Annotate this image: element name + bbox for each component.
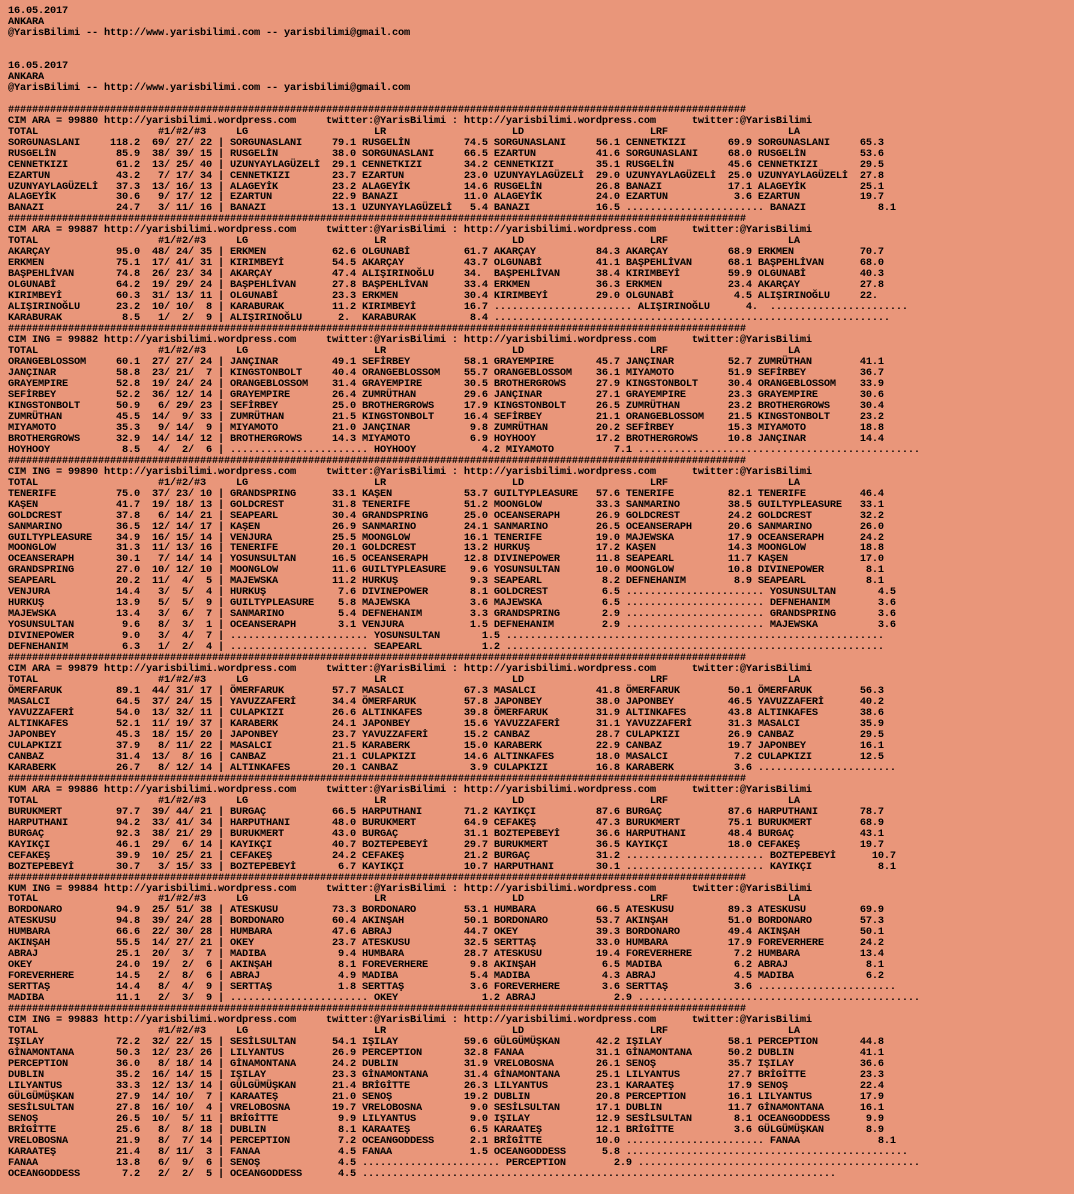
race-header-line: CIM ARA = 99887 http://yarisbilimi.wordpress.com twitter:@YarisBilimi : http://yarisbilimi.wordpress.com twitter:@YarisBilimi xyxy=(8,224,812,237)
text-line: @YarisBilimi -- http://www.yarisbilimi.com -- yarisbilimi@gmail.com xyxy=(8,81,410,94)
separator-line: ########################################################################################################################### xyxy=(8,1003,746,1016)
table-row: BANAZI 24.7 3/ 11/ 16 | BANAZI 13.1 UZUNYAYLAGÜZELİ 5.4 BANAZI 16.5 ....................... BANAZI 8.1 xyxy=(8,202,896,215)
text-line: ANKARA xyxy=(8,70,44,83)
separator-line: ########################################################################################################################### xyxy=(8,772,746,785)
separator-line: ########################################################################################################################### xyxy=(8,454,746,467)
table-row: HOYHOOY 8.5 4/ 2/ 6 | ....................... HOYHOOY 4.2 MIYAMOTO 7.1 ............................................... xyxy=(8,443,920,456)
separator-line: ########################################################################################################################### xyxy=(8,323,746,336)
table-row: KIRIMBEYİ 60.3 31/ 13/ 11 | OLGUNABİ 23.3 ERKMEN 30.4 KIRIMBEYİ 29.0 OLGUNABİ 4.5 ALIŞIRINOĞLU 22. xyxy=(8,290,878,303)
separator-line: ########################################################################################################################### xyxy=(8,652,746,665)
table-row: CEFAKEŞ 39.9 10/ 25/ 21 | CEFAKEŞ 24.2 CEFAKEŞ 21.2 BURGAÇ 31.2 ....................... BOZTEPEBEYİ 10.7 xyxy=(8,849,896,862)
text-line: @YarisBilimi -- http://www.yarisbilimi.com -- yarisbilimi@gmail.com xyxy=(8,26,410,39)
table-row: ÖMERFARUK 89.1 44/ 31/ 17 | ÖMERFARUK 57.7 MASALCI 67.3 MASALCI 41.8 ÖMERFARUK 50.1 ÖMERFARUK 56.3 xyxy=(8,685,884,698)
table-row: KARAATEŞ 21.4 8/ 11/ 3 | FANAA 4.5 FANAA 1.5 OCEANGODDESS 5.8 ............................................... xyxy=(8,1145,908,1158)
table-row: JAPONBEY 45.3 18/ 15/ 20 | JAPONBEY 23.7 YAVUZZAFERİ 15.2 CANBAZ 28.7 CULAPKIZI 26.9 CANBAZ 29.5 xyxy=(8,728,884,741)
table-row: EZARTUN 43.2 7/ 17/ 34 | CENNETKIZI 23.7 EZARTUN 23.0 UZUNYAYLAGÜZELİ 29.0 UZUNYAYLAGÜZELİ 25.0 UZUNYAYLAGÜZELİ 27.8 xyxy=(8,169,884,182)
table-row: SEFİRBEY 52.2 36/ 12/ 14 | GRAYEMPIRE 26.4 ZUMRÜTHAN 29.6 JANÇINAR 27.1 GRAYEMPIRE 23.3 GRAYEMPIRE 30.6 xyxy=(8,388,884,401)
table-row: ZUMRÜTHAN 45.5 14/ 9/ 33 | ZUMRÜTHAN 21.5 KINGSTONBOLT 16.4 SEFİRBEY 21.1 ORANGEBLOSSOM 21.5 KINGSTONBOLT 23.2 xyxy=(8,410,884,423)
table-row: FANAA 13.8 6/ 9/ 6 | SENOŞ 4.5 ....................... PERCEPTION 2.9 ............................................... xyxy=(8,1156,920,1169)
table-row: MADIBA 11.1 2/ 3/ 9 | ....................... OKEY 1.2 ABRAJ 2.9 ............................................... xyxy=(8,992,920,1005)
separator-line: ########################################################################################################################### xyxy=(8,213,746,226)
table-row: YOSUNSULTAN 9.6 8/ 3/ 1 | OCEANSERAPH 3.1 VENJURA 1.5 DEFNEHANIM 2.9 ....................... MAJEWSKA 3.6 xyxy=(8,619,896,632)
table-row: VRELOBOSNA 21.9 8/ 7/ 14 | PERCEPTION 7.2 OCEANGODDESS 2.1 BRİGİTTE 10.0 ....................... FANAA 8.1 xyxy=(8,1134,896,1147)
table-row: TENERIFE 75.0 37/ 23/ 10 | GRANDSPRING 33.1 KAŞEN 53.7 GUILTYPLEASURE 57.6 TENERIFE 82.1 TENERIFE 46.4 xyxy=(8,487,884,500)
text-line: 16.05.2017 xyxy=(8,5,68,17)
table-row: BURGAÇ 92.3 38/ 21/ 29 | BURUKMERT 43.0 BURGAÇ 31.1 BOZTEPEBEYİ 36.6 HARPUTHANI 48.4 BURGAÇ 43.1 xyxy=(8,827,884,840)
table-row: SANMARINO 36.5 12/ 14/ 17 | KAŞEN 26.9 SANMARINO 24.1 SANMARINO 26.5 OCEANSERAPH 20.6 SANMARINO 26.0 xyxy=(8,520,884,533)
table-row: BURUKMERT 97.7 39/ 44/ 21 | BURGAÇ 66.5 HARPUTHANI 71.2 KAYIKÇI 87.6 BURGAÇ 87.6 HARPUTHANI 78.7 xyxy=(8,805,884,818)
table-row: ABRAJ 25.1 20/ 3/ 7 | MADIBA 9.4 HUMBARA 28.7 ATESKUSU 19.4 FOREVERHERE 7.2 HUMBARA 13.4 xyxy=(8,948,884,961)
table-row: KINGSTONBOLT 50.9 6/ 29/ 23 | SEFİRBEY 25.0 BROTHERGROWS 17.9 KINGSTONBOLT 26.5 ZUMRÜTHAN 23.2 BROTHERGROWS 30.4 xyxy=(8,399,884,412)
column-header-line: TOTAL #1/#2/#3 LG LR LD LRF LA xyxy=(8,1025,800,1038)
table-row: IŞILAY 72.2 32/ 22/ 15 | SESİLSULTAN 54.1 IŞILAY 59.6 GÜLGÜMÜŞKAN 42.2 IŞILAY 58.1 PERCEPTION 44.8 xyxy=(8,1036,884,1049)
table-row: GUILTYPLEASURE 34.9 16/ 15/ 14 | VENJURA 25.5 MOONGLOW 16.1 TENERIFE 19.0 MAJEWSKA 17.9 OCEANSERAPH 24.2 xyxy=(8,531,884,544)
race-header-line: CIM ARA = 99879 http://yarisbilimi.wordpress.com twitter:@YarisBilimi : http://yarisbilimi.wordpress.com twitter:@YarisBilimi xyxy=(8,663,812,676)
race-header-line: KUM ARA = 99886 http://yarisbilimi.wordpress.com twitter:@YarisBilimi : http://yarisbilimi.wordpress.com twitter:@YarisBilimi xyxy=(8,783,812,796)
blank-line xyxy=(8,39,1074,50)
separator-line: ########################################################################################################################### xyxy=(8,103,746,116)
table-row: PERCEPTION 36.0 8/ 18/ 14 | GİNAMONTANA 24.2 DUBLIN 31.9 VRELOBOSNA 26.1 SENOŞ 35.7 IŞILAY 36.6 xyxy=(8,1058,884,1070)
column-header-line: TOTAL #1/#2/#3 LG LR LD LRF LA xyxy=(8,345,800,358)
table-row: HUMBARA 66.6 22/ 30/ 28 | HUMBARA 47.6 ABRAJ 44.7 OKEY 39.3 BORDONARO 49.4 AKINŞAH 50.1 xyxy=(8,926,884,939)
table-row: SERTTAŞ 14.4 8/ 4/ 9 | SERTTAŞ 1.8 SERTTAŞ 3.6 FOREVERHERE 3.6 SERTTAŞ 3.6 ....................... xyxy=(8,981,896,994)
table-row: ALAGEYİK 30.6 9/ 17/ 12 | EZARTUN 22.9 BANAZI 11.0 ALAGEYİK 24.0 EZARTUN 3.6 EZARTUN 19.7 xyxy=(8,191,884,204)
column-header-line: TOTAL #1/#2/#3 LG LR LD LRF LA xyxy=(8,125,800,138)
table-row: VENJURA 14.4 3/ 5/ 4 | HURKUŞ 7.6 DIVINEPOWER 8.1 GOLDCREST 6.5 ....................... YOSUNSULTAN 4.5 xyxy=(8,586,896,599)
race-header-line: CIM ING = 99882 http://yarisbilimi.wordpress.com twitter:@YarisBilimi : http://yarisbilimi.wordpress.com twitter:@YarisBilimi xyxy=(8,334,812,347)
table-row: KARABURAK 8.5 1/ 2/ 9 | ALIŞIRINOĞLU 2. KARABURAK 8.4 .................................................................. xyxy=(8,312,890,325)
table-row: AKINŞAH 55.5 14/ 27/ 21 | OKEY 23.7 ATESKUSU 32.5 SERTTAŞ 33.0 HUMBARA 17.9 FOREVERHERE 24.2 xyxy=(8,937,884,950)
table-row: OCEANGODDESS 7.2 2/ 2/ 5 | OCEANGODDESS 4.5 ............................................................................... xyxy=(8,1167,836,1180)
table-row: ATESKUSU 94.8 39/ 24/ 28 | BORDONARO 60.4 AKINŞAH 50.1 BORDONARO 53.7 AKINŞAH 51.0 BORDONARO 57.3 xyxy=(8,915,884,928)
table-row: SORGUNASLANI 118.2 69/ 27/ 22 | SORGUNASLANI 79.1 RUSGELİN 74.5 SORGUNASLANI 56.1 CENNETKIZI 69.9 SORGUNASLANI 65.3 xyxy=(8,136,884,149)
table-row: GRAYEMPIRE 52.8 19/ 24/ 24 | ORANGEBLOSSOM 31.4 GRAYEMPIRE 30.5 BROTHERGROWS 27.9 KINGSTONBOLT 30.4 ORANGEBLOSSOM 33.9 xyxy=(8,377,884,390)
race-header-line: CIM ING = 99883 http://yarisbilimi.wordpress.com twitter:@YarisBilimi : http://yarisbilimi.wordpress.com twitter:@YarisBilimi xyxy=(8,1014,812,1027)
table-row: BOZTEPEBEYİ 30.7 3/ 15/ 33 | BOZTEPEBEYİ 6.7 KAYIKÇI 10.7 HARPUTHANI 30.1 ....................... KAYIKÇI 8.1 xyxy=(8,860,896,873)
table-row: KAŞEN 41.7 19/ 18/ 13 | GOLDCREST 31.8 TENERIFE 51.2 MOONGLOW 33.3 SANMARINO 38.5 GUILTYPLEASURE 33.1 xyxy=(8,498,884,511)
table-row: DIVINEPOWER 9.0 3/ 4/ 7 | ....................... YOSUNSULTAN 1.5 ............................................................... xyxy=(8,630,884,643)
table-row: ALTINKAFES 52.1 11/ 19/ 37 | KARABERK 24.1 JAPONBEY 15.6 YAVUZZAFERİ 31.1 YAVUZZAFERİ 31.3 MASALCI 35.9 xyxy=(8,717,884,730)
table-row: ERKMEN 75.1 17/ 41/ 31 | KIRIMBEYİ 54.5 AKARÇAY 43.7 OLGUNABİ 41.1 BAŞPEHLİVAN 68.1 BAŞPEHLİVAN 68.0 xyxy=(8,257,884,270)
table-row: FOREVERHERE 14.5 2/ 8/ 6 | ABRAJ 4.9 MADIBA 5.4 MADIBA 4.3 ABRAJ 4.5 MADIBA 6.2 xyxy=(8,970,884,983)
table-row: ORANGEBLOSSOM 60.1 27/ 27/ 24 | JANÇINAR 49.1 SEFİRBEY 58.1 GRAYEMPIRE 45.7 JANÇINAR 52.7 ZUMRÜTHAN 41.1 xyxy=(8,356,884,368)
table-row: OKEY 24.0 19/ 2/ 6 | AKINŞAH 8.1 FOREVERHERE 9.8 AKINŞAH 6.5 MADIBA 6.2 ABRAJ 8.1 xyxy=(8,959,884,972)
table-row: HARPUTHANI 94.2 33/ 41/ 34 | HARPUTHANI 48.0 BURUKMERT 64.9 CEFAKEŞ 47.3 BURUKMERT 75.1 BURUKMERT 68.9 xyxy=(8,816,884,829)
table-row: GOLDCREST 37.8 6/ 14/ 21 | SEAPEARL 30.4 GRANDSPRING 25.0 OCEANSERAPH 26.9 GOLDCREST 24.2 GOLDCREST 32.2 xyxy=(8,509,884,522)
column-header-line: TOTAL #1/#2/#3 LG LR LD LRF LA xyxy=(8,476,800,489)
table-row: CANBAZ 31.4 13/ 8/ 16 | CANBAZ 21.1 CULAPKIZI 14.6 ALTINKAFES 18.0 MASALCI 7.2 CULAPKIZI 12.5 xyxy=(8,750,884,763)
table-row: LILYANTUS 33.3 12/ 13/ 14 | GÜLGÜMÜŞKAN 21.4 BRİGİTTE 26.3 LILYANTUS 23.1 KARAATEŞ 17.9 SENOŞ 22.4 xyxy=(8,1079,884,1092)
column-header-line: TOTAL #1/#2/#3 LG LR LD LRF LA xyxy=(8,794,800,807)
table-row: BRİGİTTE 25.6 8/ 8/ 18 | DUBLIN 8.1 KARAATEŞ 6.5 KARAATEŞ 12.1 BRİGİTTE 3.6 GÜLGÜMÜŞKAN 8.9 xyxy=(8,1123,884,1136)
table-row: BORDONARO 94.9 25/ 51/ 38 | ATESKUSU 73.3 BORDONARO 53.1 HUMBARA 66.5 ATESKUSU 89.3 ATESKUSU 69.9 xyxy=(8,904,884,917)
column-header-line: TOTAL #1/#2/#3 LG LR LD LRF LA xyxy=(8,893,800,906)
table-row: KAYIKÇI 46.1 29/ 6/ 14 | KAYIKÇI 40.7 BOZTEPEBEYİ 29.7 BURUKMERT 36.5 KAYIKÇI 18.0 CEFAKEŞ 19.7 xyxy=(8,838,884,851)
table-row: MAJEWSKA 13.4 3/ 6/ 7 | SANMARINO 5.4 DEFNEHANIM 3.3 GRANDSPRING 2.9 ....................... GRANDSPRING 3.6 xyxy=(8,608,896,621)
table-row: DUBLIN 35.2 16/ 14/ 15 | IŞILAY 23.3 GİNAMONTANA 31.4 GİNAMONTANA 25.1 LILYANTUS 27.7 BRİGİTTE 23.3 xyxy=(8,1068,884,1081)
separator-line: ########################################################################################################################### xyxy=(8,871,746,884)
table-row: MIYAMOTO 35.3 9/ 14/ 9 | MIYAMOTO 21.0 JANÇINAR 9.8 ZUMRÜTHAN 20.2 SEFİRBEY 15.3 MIYAMOTO 18.8 xyxy=(8,421,884,434)
table-row: HURKUŞ 13.9 5/ 5/ 9 | GUILTYPLEASURE 5.8 MAJEWSKA 3.6 MAJEWSKA 6.5 ....................... DEFNEHANIM 3.6 xyxy=(8,597,896,610)
table-row: BROTHERGROWS 32.9 14/ 14/ 12 | BROTHERGROWS 14.3 MIYAMOTO 6.9 HOYHOOY 17.2 BROTHERGROWS 10.8 JANÇINAR 14.4 xyxy=(8,432,884,445)
race-header-line: CIM ARA = 99880 http://yarisbilimi.wordpress.com twitter:@YarisBilimi : http://yarisbilimi.wordpress.com twitter:@YarisBilimi xyxy=(8,114,812,127)
table-row: MASALCI 64.5 37/ 24/ 15 | YAVUZZAFERİ 34.4 ÖMERFARUK 57.8 JAPONBEY 38.0 JAPONBEY 46.5 YAVUZZAFERİ 40.2 xyxy=(8,696,884,709)
table-row: CULAPKIZI 37.9 8/ 11/ 22 | MASALCI 21.5 KARABERK 15.0 KARABERK 22.9 CANBAZ 19.7 JAPONBEY 16.1 xyxy=(8,739,884,752)
table-row: UZUNYAYLAGÜZELİ 37.3 13/ 16/ 13 | ALAGEYİK 23.2 ALAGEYİK 14.6 RUSGELİN 26.8 BANAZI 17.1 ALAGEYİK 25.1 xyxy=(8,180,884,193)
table-row: GRANDSPRING 27.0 10/ 12/ 10 | MOONGLOW 11.6 GUILTYPLEASURE 9.6 YOSUNSULTAN 10.0 MOONGLOW 10.8 DIVINEPOWER 8.1 xyxy=(8,564,884,577)
table-row: OLGUNABİ 64.2 19/ 29/ 24 | BAŞPEHLİVAN 27.8 BAŞPEHLİVAN 33.4 ERKMEN 36.3 ERKMEN 23.4 AKARÇAY 27.8 xyxy=(8,279,884,292)
table-row: SESİLSULTAN 27.8 16/ 10/ 4 | VRELOBOSNA 19.7 VRELOBOSNA 9.0 SESİLSULTAN 17.1 DUBLIN 11.7 GİNAMONTANA 16.1 xyxy=(8,1101,884,1114)
race-header-line: CIM ING = 99890 http://yarisbilimi.wordpress.com twitter:@YarisBilimi : http://yarisbilimi.wordpress.com twitter:@YarisBilimi xyxy=(8,465,812,478)
column-header-line: TOTAL #1/#2/#3 LG LR LD LRF LA xyxy=(8,674,800,687)
race-header-line: KUM ING = 99884 http://yarisbilimi.wordpress.com twitter:@YarisBilimi : http://yarisbilimi.wordpress.com twitter:@YarisBilimi xyxy=(8,882,812,895)
blank-line xyxy=(8,50,1074,61)
column-header-line: TOTAL #1/#2/#3 LG LR LD LRF LA xyxy=(8,235,800,248)
table-row: OCEANSERAPH 30.1 7/ 14/ 14 | YOSUNSULTAN 16.5 OCEANSERAPH 12.8 DIVINEPOWER 11.8 SEAPEARL 11.7 KAŞEN 17.0 xyxy=(8,553,884,566)
table-row: MOONGLOW 31.3 11/ 13/ 16 | TENERIFE 20.1 GOLDCREST 13.2 HURKUŞ 17.2 KAŞEN 14.3 MOONGLOW 18.8 xyxy=(8,542,884,555)
table-row: BAŞPEHLİVAN 74.8 26/ 23/ 34 | AKARÇAY 47.4 ALIŞIRINOĞLU 34. BAŞPEHLİVAN 38.4 KIRIMBEYİ 59.9 OLGUNABİ 40.3 xyxy=(8,268,884,281)
table-row: YAVUZZAFERİ 54.0 13/ 32/ 11 | CULAPKIZI 26.6 ALTINKAFES 39.8 ÖMERFARUK 31.9 ALTINKAFES 43.8 ALTINKAFES 38.6 xyxy=(8,707,884,719)
table-row: SEAPEARL 20.2 11/ 4/ 5 | MAJEWSKA 11.2 HURKUŞ 9.3 SEAPEARL 8.2 DEFNEHANIM 8.9 SEAPEARL 8.1 xyxy=(8,575,884,588)
text-line: 16.05.2017 xyxy=(8,59,68,72)
table-row: CENNETKIZI 61.2 13/ 25/ 40 | UZUNYAYLAGÜZELİ 29.1 CENNETKIZI 34.2 CENNETKIZI 35.1 RUSGELİN 45.6 CENNETKIZI 29.5 xyxy=(8,158,884,171)
table-row: JANÇINAR 58.8 23/ 21/ 7 | KINGSTONBOLT 40.4 ORANGEBLOSSOM 55.7 ORANGEBLOSSOM 36.1 MIYAMOTO 51.9 SEFİRBEY 36.7 xyxy=(8,366,884,379)
table-row: GİNAMONTANA 50.3 12/ 23/ 26 | LILYANTUS 26.9 PERCEPTION 32.8 FANAA 31.1 GİNAMONTANA 50.2 DUBLIN 41.1 xyxy=(8,1047,884,1060)
table-row: DEFNEHANIM 6.3 1/ 2/ 4 | ....................... SEAPEARL 1.2 ............................................................... xyxy=(8,641,884,654)
table-row: RUSGELİN 85.9 38/ 39/ 15 | RUSGELİN 38.0 SORGUNASLANI 66.5 EZARTUN 41.6 SORGUNASLANI 68.0 RUSGELİN 53.6 xyxy=(8,147,884,160)
table-row: GÜLGÜMÜŞKAN 27.9 14/ 10/ 7 | KARAATEŞ 21.0 SENOŞ 19.2 DUBLIN 20.8 PERCEPTION 16.1 LILYANTUS 17.9 xyxy=(8,1090,884,1103)
table-row: SENOŞ 26.5 10/ 5/ 11 | BRİGİTTE 9.9 LILYANTUS 9.0 IŞILAY 12.9 SESİLSULTAN 8.1 OCEANGODDESS 9.9 xyxy=(8,1112,884,1125)
text-line: ANKARA xyxy=(8,15,44,28)
table-row: KARABERK 26.7 8/ 12/ 14 | ALTINKAFES 20.1 CANBAZ 3.9 CULAPKIZI 16.8 KARABERK 3.6 ....................... xyxy=(8,761,896,774)
table-row: AKARÇAY 95.0 48/ 24/ 35 | ERKMEN 62.6 OLGUNABİ 61.7 AKARÇAY 84.3 AKARÇAY 68.9 ERKMEN 70.7 xyxy=(8,246,884,259)
table-row: ALIŞIRINOĞLU 23.2 10/ 10/ 8 | KARABURAK 11.2 KIRIMBEYİ 16.7 ....................... ALIŞIRINOĞLU 4. ....................... xyxy=(8,301,908,314)
